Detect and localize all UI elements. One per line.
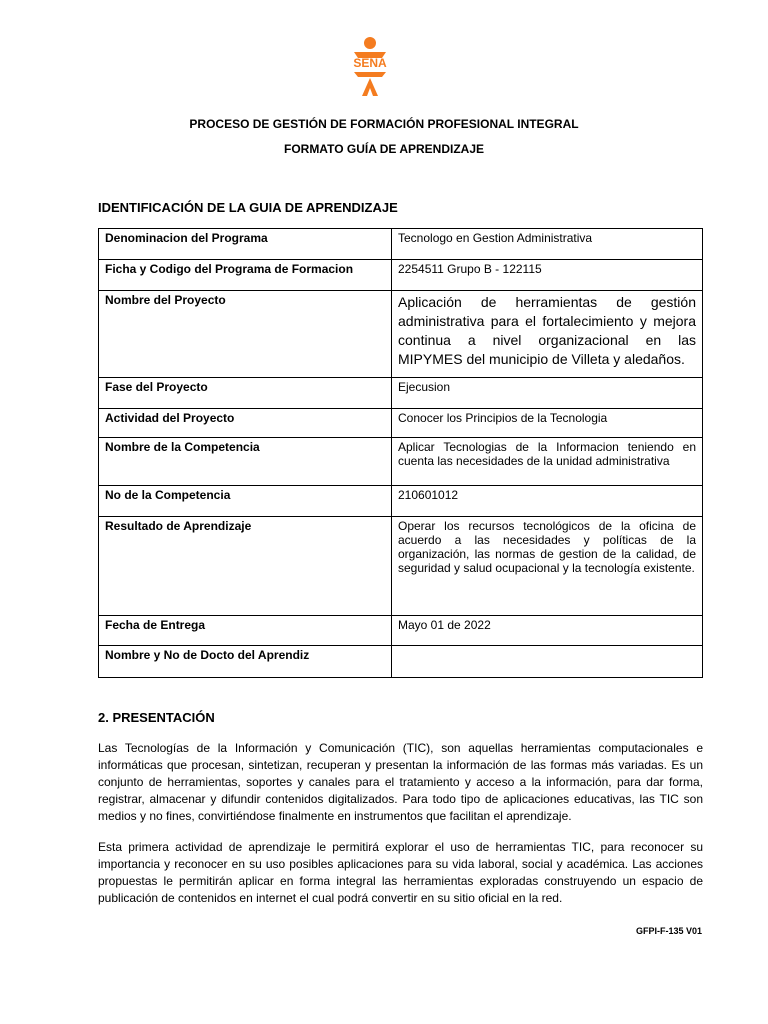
process-title: PROCESO DE GESTIÓN DE FORMACIÓN PROFESIONAL INTEGRAL (189, 117, 579, 131)
table-row (99, 616, 703, 646)
table-row (99, 291, 703, 378)
row-value: Ejecusion (392, 378, 703, 409)
row-label: Ficha y Codigo del Programa de Formacion (99, 260, 392, 291)
format-title: FORMATO GUÍA DE APRENDIZAJE (283, 142, 484, 156)
row-value: Operar los recursos tecnológicos de la oficina de acuerdo a las necesidades y políticas de la organización, las normas de gestion de la calidad, de seguridad y salud ocupacional y la tecnología existente. (392, 517, 703, 616)
row-label: Nombre y No de Docto del Aprendiz (99, 646, 392, 678)
row-label: Denominacion del Programa (99, 229, 392, 260)
sena-logo (340, 36, 400, 98)
table-row (99, 517, 703, 616)
table-row (99, 378, 703, 409)
row-value (392, 646, 703, 678)
table-row (99, 486, 703, 517)
row-label: Resultado de Aprendizaje (99, 517, 392, 616)
table-row (99, 646, 703, 678)
row-value: Conocer los Principios de la Tecnologia (392, 409, 703, 438)
table-row (99, 409, 703, 438)
row-label: Fase del Proyecto (99, 378, 392, 409)
row-value: 2254511 Grupo B - 122115 (392, 260, 703, 291)
identification-table (98, 228, 703, 678)
row-label: Fecha de Entrega (99, 616, 392, 646)
row-label: Nombre de la Competencia (99, 438, 392, 486)
presentation-paragraph-1: Las Tecnologías de la Información y Comunicación (TIC), son aquellas herramientas computacionales e informáticas que procesan, sintetizan, recuperan y presentan la información de las formas más variadas. Es un conjunto de herramientas, soportes y canales para el tratamiento y acceso a la información, para dar forma, registrar, almacenar y difundir contenidos digitalizados. Para todo tipo de aplicaciones educativas, las TIC son medios y no fines, convirtiéndose finalmente en instrumentos que facilitan el aprendizaje. (98, 741, 703, 823)
table-row (99, 260, 703, 291)
row-value: Mayo 01 de 2022 (392, 616, 703, 646)
row-label: Actividad del Proyecto (99, 409, 392, 438)
table-row (99, 229, 703, 260)
presentation-paragraph-2: Esta primera actividad de aprendizaje le permitirá explorar el uso de herramientas TIC, para reconocer su importancia y reconocer en su uso posibles aplicaciones para su vida laboral, social y académica. Las acciones propuestas le permitirán aplicar en forma integral las herramientas exploradas construyendo un espacio de publicación de contenidos en internet el cual podrá convertir en su sitio oficial en la red. (98, 840, 703, 905)
section-identification-title: IDENTIFICACIÓN DE LA GUIA DE APRENDIZAJE (98, 200, 398, 215)
row-label: Nombre del Proyecto (99, 291, 392, 378)
section-presentation-title: 2. PRESENTACIÓN (98, 710, 215, 725)
row-value: Aplicación de herramientas de gestión administrativa para el fortalecimiento y mejora continua a nivel organizacional en las MIPYMES del municipio de Villeta y aledaños. (392, 291, 703, 378)
sena-logo-text: SENA (353, 56, 387, 70)
row-value: 210601012 (392, 486, 703, 517)
row-value: Aplicar Tecnologias de la Informacion teniendo en cuenta las necesidades de la unidad administrativa (392, 438, 703, 486)
row-label: No de la Competencia (99, 486, 392, 517)
table-row (99, 438, 703, 486)
row-value: Tecnologo en Gestion Administrativa (392, 229, 703, 260)
document-code: GFPI-F-135 V01 (635, 926, 702, 936)
